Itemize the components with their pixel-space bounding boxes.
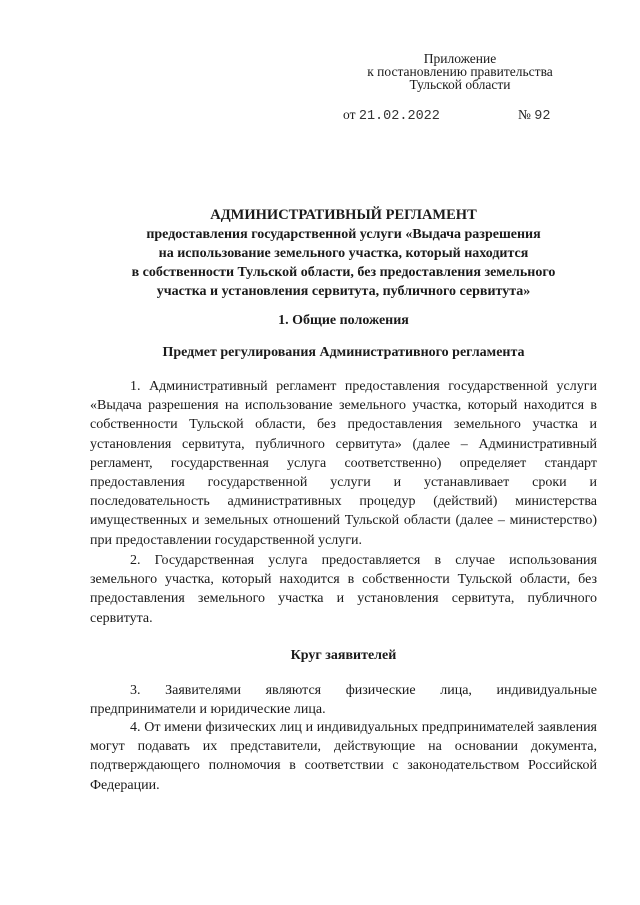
paragraph-4: 4. От имени физических лиц и индивидуальных предпринимателей заявления могут подавать их представители, действующие на основании документа, подтверждающего полномочия в соответствии с законодательством Российской Федерации. bbox=[90, 720, 597, 793]
appendix-line-1: Приложение bbox=[423, 51, 497, 66]
title-line-2: предоставления государственной услуги «Выдача разрешения bbox=[146, 227, 541, 242]
document-title bbox=[90, 206, 597, 301]
number-label: № bbox=[518, 107, 531, 122]
title-line-3: на использование земельного участка, который находится bbox=[158, 246, 529, 261]
appendix-line-2: к постановлению правительства bbox=[367, 64, 553, 79]
paragraph-2: 2. Государственная услуга предоставляется в случае использования земельного участка, который находится в собственности Тульской области, без предоставления земельного участка и установления сервитута, публичного сервитута. bbox=[90, 553, 597, 626]
appendix-line-3: Тульской области bbox=[409, 77, 511, 92]
document-number-group bbox=[518, 107, 550, 124]
paragraph-1: 1. Административный регламент предоставления государственной услуги «Выдача разрешения на использование земельного участка, который находится в собственности Тульской области, без предоставления земельного участка и установления сервитута, публичного сервитута» (далее – Административный регламент, государственная услуга соответственно) определяет стандарт предоставления государственной услуги и устанавливает сроки и последовательность административных процедур (действий) министерства имущественных и земельных отношений Тульской области (далее – министерство) при предоставлении государственной услуги. bbox=[90, 379, 597, 548]
paragraph-3: 3. Заявителями являются физические лица, индивидуальные предприниматели и юридические лица. bbox=[90, 683, 597, 718]
subheading-subject: Предмет регулирования Административного регламента bbox=[162, 345, 525, 360]
title-line-1: АДМИНИСТРАТИВНЫЙ РЕГЛАМЕНТ bbox=[210, 207, 477, 223]
section-heading-general: 1. Общие положения bbox=[278, 313, 409, 328]
document-number: 92 bbox=[534, 109, 551, 124]
title-line-5: участка и установления сервитута, публичного сервитута» bbox=[156, 284, 531, 299]
title-line-4: в собственности Тульской области, без предоставления земельного bbox=[131, 265, 556, 280]
appendix-header bbox=[340, 52, 580, 91]
date-number-line bbox=[343, 107, 561, 124]
document-date: 21.02.2022 bbox=[358, 109, 440, 124]
date-from-label: от bbox=[343, 107, 356, 122]
section-heading-applicants: Круг заявителей bbox=[290, 648, 397, 663]
